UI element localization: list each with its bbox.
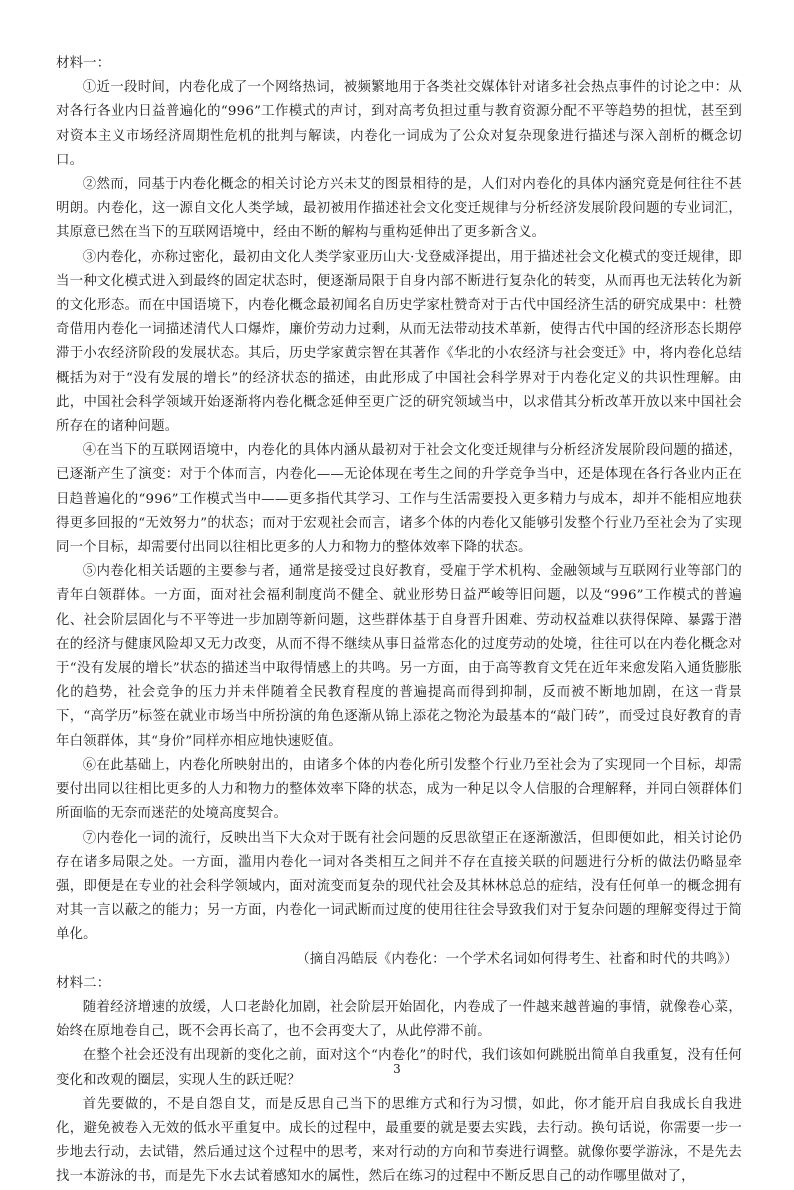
article-body xyxy=(56,52,742,1190)
material-two-paragraph-3: 首先要做的，不是自怨自艾，而是反思自己当下的思维方式和行为习惯，如此，你才能开启自我成长自我进化，避免被卷入无效的低水平重复中。成长的过程中，最重要的就是要去实践，去行动。换句话说，你需要一步一步地去行动，去试错，然后通过这个过程中的思考，来对行动的方向和节奏进行调整。就像你要学游泳，不是先去找一本游泳的书，而是先下水去试着感知水的属性，然后在练习的过程中不断反思自己的动作哪里做对了， xyxy=(56,1096,742,1185)
material-one-paragraph-3: ③内卷化，亦称过密化，最初由文化人类学家亚历山大·戈登威泽提出，用于描述社会文化模式的变迁规律，即当一种文化模式进入到最终的固定状态时，便逐渐局限于自身内部不断进行复杂化的转变，从而再也无法转化为新的文化形态。而在中国语境下，内卷化概念最初闻名自历史学家杜赞奇对于古代中国经济生活的研究成果中：杜赞奇借用内卷化一词描述清代人口爆炸，廉价劳动力过剩，从而无法带动技术革新，使得古代中国的经济形态长期停滞于小农经济阶段的发展状态。其后，历史学家黄宗智在其著作《华北的小农经济与社会变迁》中，将内卷化总结概括为对于“没有发展的增长”的经济状态的描述，由此形成了中国社会科学界对于内卷化定义的共识性理解。由此，中国社会科学领域开始逐渐将内卷化概念延伸至更广泛的研究领域当中，以求借其分析改革开放以来中国社会所存在的诸种问题。 xyxy=(56,249,742,435)
material-one-paragraph-2: ②然而，同基于内卷化概念的相关讨论方兴未艾的图景相待的是，人们对内卷化的具体内涵究竟是何往往不甚明朗。内卷化，这一源自文化人类学域，最初被用作描述社会文化变迁规律与分析经济发展阶段问题的专业词汇，其原意已然在当下的互联网语境中，经由不断的解构与重构延伸出了更多新含义。 xyxy=(56,177,742,241)
page-number: 3 xyxy=(393,1062,401,1076)
material-one-source: （摘自冯皓辰《内卷化：一个学术名词如何得考生、社畜和时代的共鸣》） xyxy=(296,951,738,967)
material-one-paragraph-1: ①近一段时间，内卷化成了一个网络热词，被频繁地用于各类社交媒体针对诸多社会热点事件的讨论之中：从对各行各业内日益普遍化的“996”工作模式的声讨，到对高考负担过重与教育资源分配不平等趋势的担忧，甚至到对资本主义市场经济周期性危机的批判与解读，内卷化一词成为了公众对复杂现象进行描述与深入剖析的概念切口。 xyxy=(56,80,742,168)
material-one-paragraph-4: ④在当下的互联网语境中，内卷化的具体内涵从最初对于社会文化变迁规律与分析经济发展阶段问题的描述，已逐渐产生了演变：对于个体而言，内卷化——无论体现在考生之间的升学竞争当中，还是体现在各行各业内正在日趋普遍化的“996”工作模式当中——更多指代其学习、工作与生活需要投入更多精力与成本，却并不能相应地获得更多回报的“无效努力”的状态；而对于宏观社会而言，诸多个体的内卷化又能够引发整个行业乃至社会为了实现同一个目标，却需要付出同以往相比更多的人力和物力的整体效率下降的状态。 xyxy=(56,443,742,556)
material-one-paragraph-5: ⑤内卷化相关话题的主要参与者，通常是接受过良好教育，受雇于学术机构、金融领域与互联网行业等部门的青年白领群体。一方面，面对社会福利制度尚不健全、就业形势日益严峻等旧问题，以及“996”工作模式的普遍化、社会阶层固化与不平等进一步加剧等新问题，这些群体基于自身晋升困难、劳动权益难以获得保障、暴露于潜在的经济与健康风险却又无力改变，从而不得不继续从事日益常态化的过度劳动的处境，往往可以在内卷化概念对于“没有发展的增长”状态的描述当中取得情感上的共鸣。另一方面，由于高等教育文凭在近年来愈发陷入通货膨胀化的趋势，社会竞争的压力并未伴随着全民教育程度的普遍提高而得到抑制，反而被不断地加剧，在这一背景下，“高学历”标签在就业市场当中所扮演的角色逐渐从锦上添花之物沦为最基本的“敲门砖”，而受过良好教育的青年白领群体，其“身价”同样亦相应地快速贬值。 xyxy=(56,564,742,749)
material-two-paragraph-1: 随着经济增速的放缓，人口老龄化加剧，社会阶层开始固化，内卷成了一件越来越普遍的事情，就像卷心菜，始终在原地卷自己，既不会再长高了，也不会再变大了，从此停滞不前。 xyxy=(56,999,742,1040)
material-one-label: 材料一： xyxy=(56,56,111,71)
material-two-label: 材料二： xyxy=(56,975,111,991)
material-one-paragraph-7: ⑦内卷化一词的流行，反映出当下大众对于既有社会问题的反思欲望正在逐渐激活，但即便如此，相关讨论仍存在诸多局限之处。一方面，滥用内卷化一词对各类相互之间并不存在直接关联的问题进行分析的做法仍略显牵强，即便是在专业的社会科学领域内，面对流变而复杂的现代社会及其林林总总的症结，没有任何单一的概念拥有对其一言以蔽之的能力；另一方面，内卷化一词武断而过度的使用往往会导致我们对于复杂问题的理解变得过于简单化。 xyxy=(56,830,742,943)
material-one-paragraph-6: ⑥在此基础上，内卷化所映射出的，由诸多个体的内卷化所引发整个行业乃至社会为了实现同一个目标，却需要付出同以往相比更多的人力和物力的整体效率下降的状态，成为一种足以令人信服的合理解释，并同白领群体们所面临的无奈而迷茫的处境高度契合。 xyxy=(56,757,742,822)
material-two-paragraph-2: 在整个社会还没有出现新的变化之前，面对这个“内卷化”的时代，我们该如何跳脱出简单自我重复，没有任何变化和改观的圈层，实现人生的跃迁呢？ xyxy=(56,1048,742,1088)
